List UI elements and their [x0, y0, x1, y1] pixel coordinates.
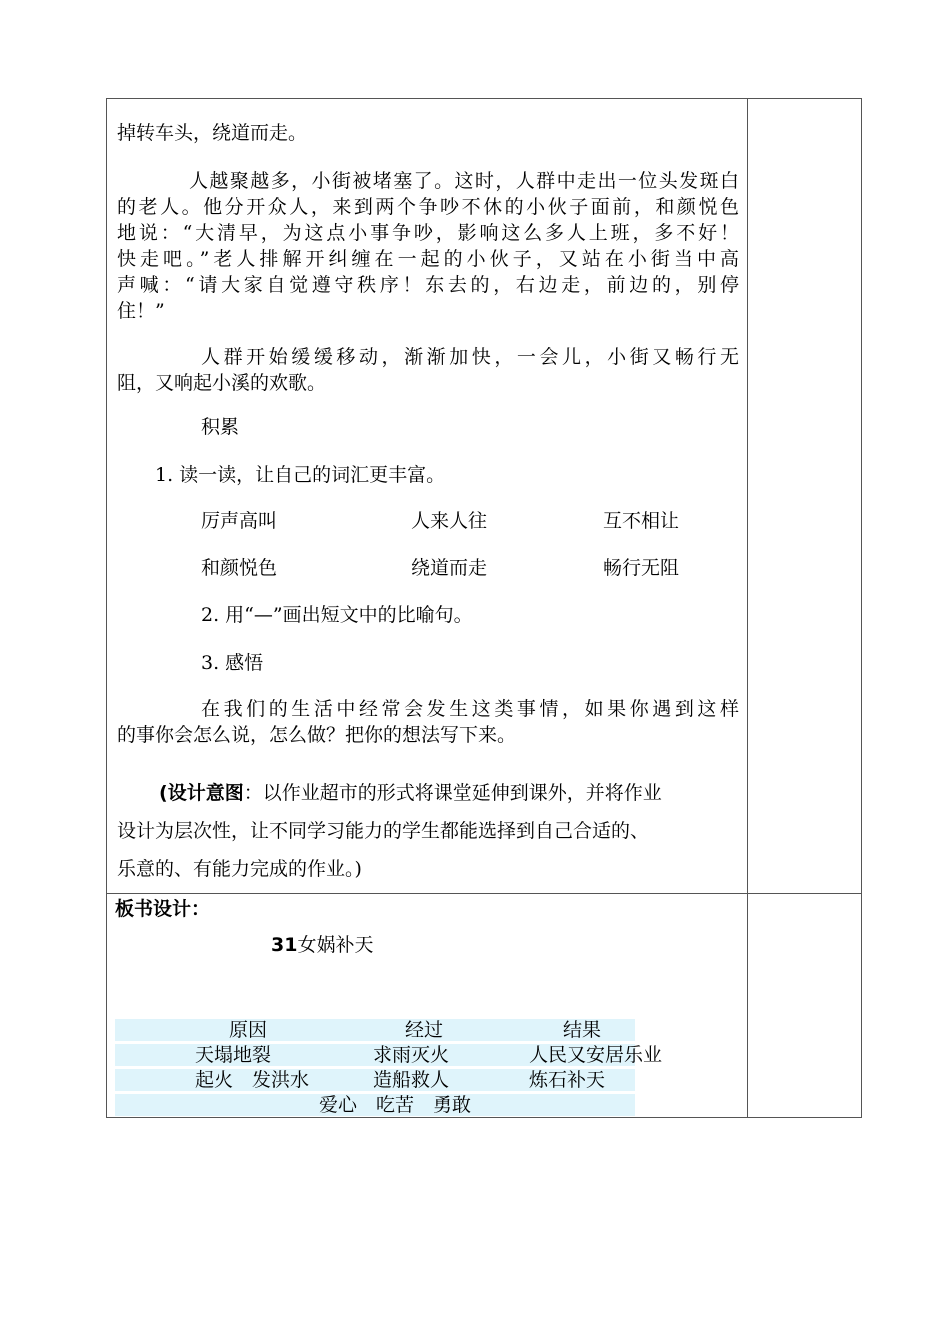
design-intent-open: ( [159, 782, 168, 804]
design-intent-line3: 乐意的、有能力完成的作业。) [117, 858, 362, 880]
word-item: 畅行无阻 [603, 557, 680, 579]
passage-line: 掉转车头，绕道而走。 [117, 122, 308, 144]
passage-line: 人越聚越多，小街被堵塞了。这时，人群中走出一位头发斑白 [189, 170, 739, 192]
question-3: 3. 感悟 [201, 652, 264, 674]
board-row [115, 1019, 635, 1041]
board-values: 爱心 吃苦 勇敢 [319, 1094, 472, 1116]
lesson-title [271, 933, 373, 957]
question-2: 2. 用“—”画出短文中的比喻句。 [201, 604, 473, 626]
column-divider [747, 99, 748, 1117]
design-intent-line1 [159, 781, 662, 805]
board-header: 结果 [563, 1019, 602, 1041]
passage-line: 的老人。他分开众人，来到两个争吵不休的小伙子面前，和颜悦色 [117, 196, 739, 218]
word-item: 人来人往 [411, 510, 488, 532]
board-label: 板书设计： [115, 898, 211, 920]
board-cell: 起火 发洪水 [195, 1069, 310, 1091]
word-item: 绕道而走 [411, 557, 488, 579]
board-cell: 人民又安居乐业 [529, 1044, 663, 1066]
board-header: 经过 [405, 1019, 444, 1041]
passage-line: 住！” [117, 300, 165, 322]
design-intent-label: 设计意图 [167, 782, 244, 804]
passage-line: 声喊：“请大家自觉遵守秩序！东去的，右边走，前边的，别停 [117, 274, 739, 296]
passage-line: 地说：“大清早，为这点小事争吵，影响这么多人上班，多不好！ [117, 222, 739, 244]
word-item: 和颜悦色 [201, 557, 278, 579]
passage-line: 快走吧。”老人排解开纠缠在一起的小伙子，又站在小街当中高 [117, 248, 739, 270]
design-intent-line2: 设计为层次性，让不同学习能力的学生都能选择到自己合适的、 [117, 820, 650, 842]
board-cell: 天塌地裂 [195, 1044, 272, 1066]
question-3-text: 的事你会怎么说，怎么做？把你的想法写下来。 [117, 724, 517, 746]
word-item: 互不相让 [603, 510, 680, 532]
lesson-name: 女娲补天 [297, 934, 374, 956]
board-cell: 求雨灭火 [373, 1044, 450, 1066]
lesson-number: 31 [271, 934, 298, 956]
lesson-table [106, 98, 862, 1118]
word-item: 厉声高叫 [201, 510, 278, 532]
design-intent-text: ：以作业超市的形式将课堂延伸到课外，并将作业 [243, 782, 662, 804]
question-1: 1. 读一读，让自己的词汇更丰富。 [155, 464, 446, 486]
board-cell: 炼石补天 [529, 1069, 606, 1091]
row-divider [107, 893, 861, 894]
board-header: 原因 [229, 1019, 268, 1041]
passage-line: 人群开始缓缓移动，渐渐加快，一会儿，小街又畅行无 [201, 346, 739, 368]
question-3-text: 在我们的生活中经常会发生这类事情，如果你遇到这样 [201, 698, 739, 720]
board-cell: 造船救人 [373, 1069, 450, 1091]
passage-line: 阻，又响起小溪的欢歌。 [117, 372, 327, 394]
section-heading: 积累 [201, 416, 240, 438]
